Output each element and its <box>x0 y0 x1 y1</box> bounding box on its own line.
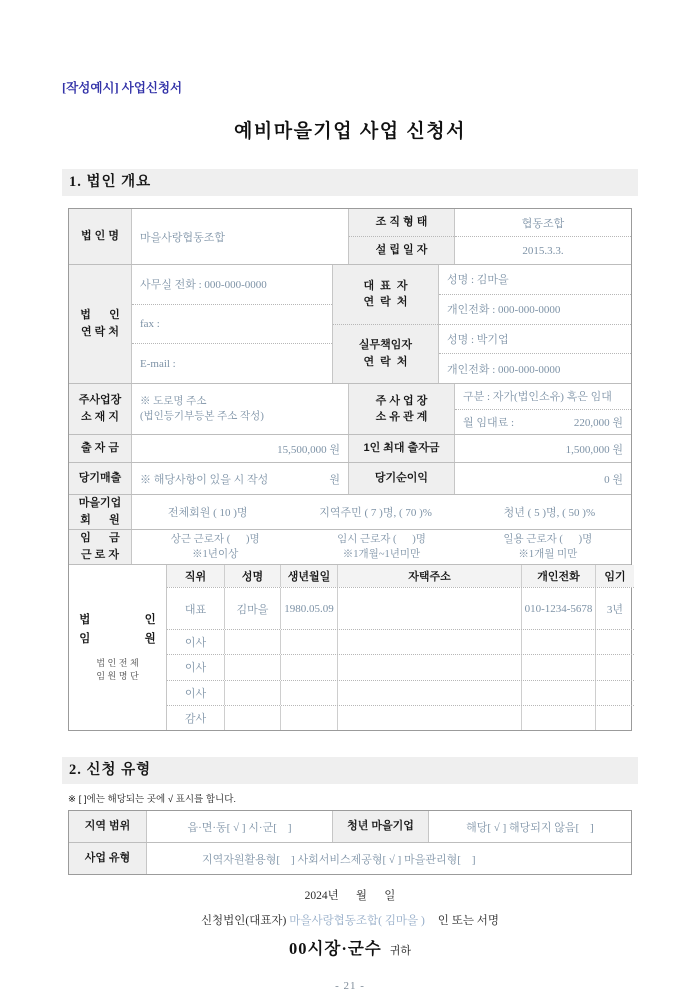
ceo-contact-label <box>333 265 438 324</box>
corp-contact-label-line2: 연 락 처 <box>81 326 119 338</box>
col-header-position: 직위 <box>167 565 224 587</box>
row-sales <box>69 462 631 494</box>
members-youth: 청년 ( 5 )명, ( 50 )% <box>503 507 596 519</box>
executives-label-line1: 법 인 <box>79 614 156 627</box>
office-phone: 사무실 전화 : 000-000-0000 <box>140 279 267 292</box>
executive-phone <box>521 655 595 679</box>
col-header-address: 자택주소 <box>337 565 521 587</box>
row-corp-name <box>69 209 631 264</box>
col-header-birth: 생년월일 <box>280 565 337 587</box>
executive-row <box>167 654 634 679</box>
sales-label: 당기매출 <box>69 463 131 494</box>
ownership-label-line2: 소 유 관 계 <box>375 411 428 423</box>
workers-daily-note: ※1개월 미만 <box>518 549 578 560</box>
executives-header-row <box>167 565 634 587</box>
ownership-label <box>348 384 454 434</box>
section1-heading: 1. 법인 개요 <box>62 169 638 196</box>
executive-term <box>595 681 634 705</box>
manager-label-line2: 연 락 처 <box>363 355 408 368</box>
org-type-label: 조 직 형 태 <box>349 209 454 236</box>
address-note <box>140 394 264 424</box>
executive-birth: 1980.05.09 <box>280 588 337 629</box>
executive-row <box>167 680 634 705</box>
ownership-type: 구분 : 자가(법인소유) 혹은 임대 <box>463 391 612 404</box>
executive-name: 김마을 <box>224 588 280 629</box>
col-header-phone: 개인전화 <box>521 565 595 587</box>
executive-birth <box>280 706 337 730</box>
executive-phone <box>521 706 595 730</box>
executive-name <box>224 706 280 730</box>
region-scope-label: 지역 범위 <box>69 811 146 842</box>
executive-position: 이사 <box>184 637 207 650</box>
executive-address <box>337 630 521 654</box>
workers-fulltime <box>171 532 260 562</box>
corp-name-label: 법 인 명 <box>69 209 131 264</box>
executive-term <box>595 655 634 679</box>
executive-phone: 010-1234-5678 <box>521 588 595 629</box>
members-label <box>69 495 131 529</box>
executive-phone <box>521 630 595 654</box>
ceo-name: 성명 : 김마을 <box>447 274 509 287</box>
ceo-phone: 개인전화 : 000-000-0000 <box>439 294 631 324</box>
section2-heading: 2. 신청 유형 <box>62 757 638 784</box>
workers-fulltime-note: ※1년이상 <box>192 549 239 560</box>
row-capital <box>69 434 631 462</box>
executive-phone <box>521 681 595 705</box>
address-note-line1: ※ 도로명 주소 <box>140 395 207 407</box>
executives-grid <box>166 565 634 730</box>
executive-row <box>167 629 634 654</box>
address-label <box>69 384 131 434</box>
page-number: - 21 - <box>335 980 365 990</box>
ceo-label-line2: 연 락 처 <box>363 296 408 309</box>
workers-values <box>131 530 631 564</box>
row-corp-contact <box>69 264 631 383</box>
members-label-line1: 마을기업 <box>78 496 122 509</box>
est-date-label: 설 립 일 자 <box>349 236 454 264</box>
manager-phone: 개인전화 : 000-000-0000 <box>439 353 631 383</box>
max-capital-label: 1인 최대 출자금 <box>348 435 454 462</box>
recipient-name: 00시장·군수 <box>288 939 382 958</box>
executive-address <box>337 655 521 679</box>
workers-daily <box>503 532 592 562</box>
applicant-line <box>62 912 638 928</box>
executive-name <box>224 630 280 654</box>
corp-contact-label <box>69 265 131 383</box>
sales-value <box>131 463 348 494</box>
manager-name: 성명 : 박기업 <box>439 324 631 354</box>
executives-label-main <box>79 611 156 648</box>
executive-address <box>337 588 521 629</box>
recipient-honorific: 귀하 <box>389 945 412 957</box>
corp-name-value: 마을사랑협동조합 <box>131 209 348 264</box>
youth-enterprise-label: 청년 마을기업 <box>332 811 428 842</box>
col-header-name: 성명 <box>224 565 280 587</box>
executives-label <box>69 565 166 730</box>
email: E-mail : <box>132 343 332 383</box>
executive-term: 3년 <box>595 588 634 629</box>
executive-position: 감사 <box>184 712 207 725</box>
workers-daily-count: 일용 근로자 ( )명 <box>503 533 593 545</box>
executive-address <box>337 706 521 730</box>
manager-label-line1: 실무책임자 <box>358 339 413 352</box>
business-type-value: 지역자원활용형[ ] 사회서비스제공형[ √ ] 마을관리형[ ] <box>146 843 631 874</box>
members-local: 지역주민 ( 7 )명, ( 70 )% <box>319 507 432 519</box>
region-scope-value: 읍·면·동[ √ ] 시·군[ ] <box>146 811 332 842</box>
manager-contact-label <box>333 324 438 384</box>
executive-row <box>167 587 634 629</box>
executives-label-line2: 임 원 <box>79 632 156 645</box>
monthly-rent <box>455 409 631 435</box>
executive-position: 이사 <box>184 662 207 675</box>
executive-birth <box>280 681 337 705</box>
row-members <box>69 494 631 529</box>
business-type-label: 사업 유형 <box>69 843 146 874</box>
row-region-scope <box>69 811 631 842</box>
workers-fulltime-count: 상근 근로자 ( )명 <box>170 533 260 545</box>
capital-value: 15,500,000 원 <box>131 435 348 462</box>
col-header-term: 임기 <box>595 565 634 587</box>
profit-value: 0 원 <box>454 463 631 494</box>
signature-date: 2024년 월 일 <box>304 890 396 902</box>
members-values <box>131 495 631 529</box>
corp-contact-label-line1: 법 인 <box>80 308 120 321</box>
sales-note: ※ 해당사항이 있을 시 작성 <box>140 473 269 486</box>
row-executives <box>69 564 631 730</box>
workers-temporary-note: ※1개월~1년미만 <box>342 549 421 560</box>
est-date-value: 2015.3.3. <box>455 236 631 264</box>
members-label-line2: 회 원 <box>80 514 120 526</box>
executive-birth <box>280 630 337 654</box>
executives-label-sub <box>96 657 138 684</box>
executives-sub-line2: 임 원 명 단 <box>96 671 139 682</box>
applicant-prefix: 신청법인(대표자) <box>200 915 287 927</box>
workers-label-line1: 임 금 <box>80 531 120 544</box>
address-label-line2: 소 재 지 <box>81 411 119 423</box>
address-note-line2: (법인등기부등본 주소 작성) <box>140 411 264 422</box>
fax: fax : <box>132 304 332 344</box>
workers-label-line2: 근 로 자 <box>81 549 119 561</box>
rent-value: 220,000 원 <box>573 416 623 429</box>
executive-name <box>224 681 280 705</box>
rent-label: 월 임대료 : <box>463 416 515 429</box>
ceo-label-line1: 대 표 자 <box>363 279 408 292</box>
org-type-value: 협동조합 <box>521 217 565 230</box>
capital-label: 출 자 금 <box>69 435 131 462</box>
doc-example-tag: [작성예시] 사업신청서 <box>62 81 183 95</box>
members-total: 전체회원 ( 10 )명 <box>167 507 248 519</box>
checkmark-note: ※ [ ]에는 해당되는 곳에 √ 표시를 합니다. <box>68 794 237 805</box>
row-business-address <box>69 383 631 434</box>
application-type-table <box>68 810 632 875</box>
applicant-name: 마을사랑협동조합( 김마을 ) <box>289 915 425 927</box>
executive-address <box>337 681 521 705</box>
profit-label: 당기순이익 <box>348 463 454 494</box>
executive-term <box>595 706 634 730</box>
workers-label <box>69 530 131 564</box>
sales-unit: 원 <box>329 473 340 486</box>
ownership-label-line1: 주 사 업 장 <box>375 394 428 407</box>
workers-temporary <box>337 532 426 562</box>
address-label-line1: 주사업장 <box>78 393 122 406</box>
max-capital-value: 1,500,000 원 <box>454 435 631 462</box>
page-title: 예비마을기업 사업 신청서 <box>234 121 466 142</box>
corp-overview-table <box>68 208 632 731</box>
applicant-suffix: 인 또는 서명 <box>437 915 500 927</box>
executive-row <box>167 705 634 730</box>
row-business-type <box>69 842 631 874</box>
workers-temporary-count: 임시 근로자 ( )명 <box>337 533 426 545</box>
recipient-line <box>62 935 638 959</box>
executive-position: 이사 <box>184 687 207 700</box>
executive-name <box>224 655 280 679</box>
executives-sub-line1: 법 인 전 체 <box>96 657 139 668</box>
youth-enterprise-value: 해당[ √ ] 해당되지 않음[ ] <box>428 811 631 842</box>
row-workers <box>69 529 631 564</box>
executive-position: 대표 <box>184 603 207 616</box>
executive-term <box>595 630 634 654</box>
executive-birth <box>280 655 337 679</box>
